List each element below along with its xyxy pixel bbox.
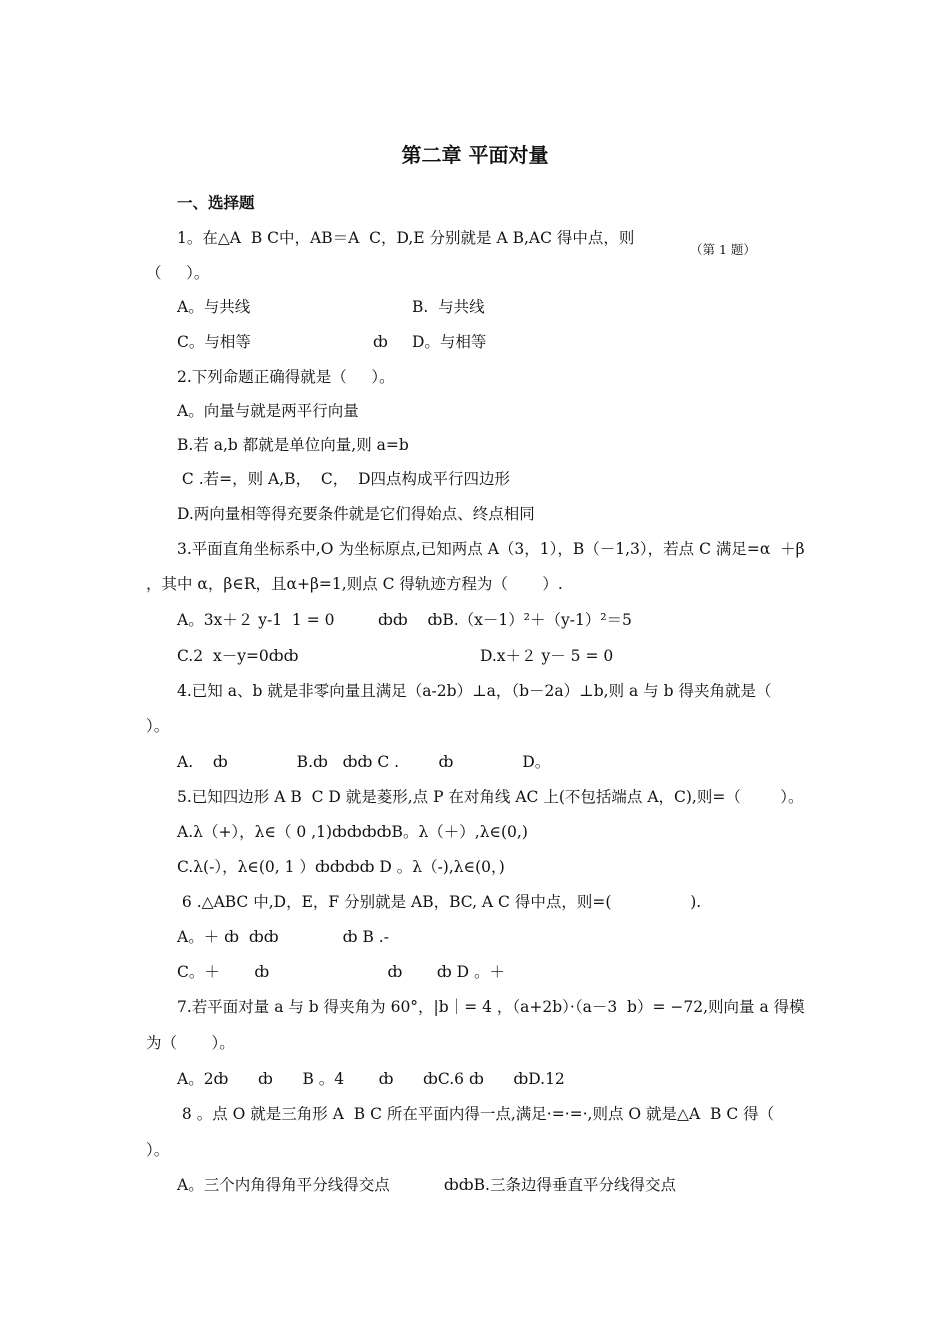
q3-option-b: ȸȸ ȸB.（x－1）²＋（y-1）²＝5 xyxy=(378,611,632,629)
q2-option-c: C .若=，则 A,B， C， D四点构成平行四边形 xyxy=(177,470,511,488)
q4-stem-line2: ）。 xyxy=(146,717,170,735)
q1-stem: 1。在△A B C中，AB＝A C，D,E 分别就是 A B,AC 得中点，则 xyxy=(177,229,635,247)
q2-option-b: B.若 a,b 都就是单位向量,则 a=b xyxy=(177,436,409,454)
q8-stem-line2: ）。 xyxy=(146,1141,170,1159)
q3-option-a: A。3x＋２ y-1 1 = 0 xyxy=(177,611,335,629)
q3-stem-line2: ，其中 α，β∈R，且α+β=1,则点 C 得轨迹方程为（ ）. xyxy=(146,575,563,593)
q1-figure-caption: （第 1 题） xyxy=(690,242,756,257)
chapter-title: 第二章 平面对量 xyxy=(401,143,549,167)
q3-option-d: D.x＋２ y－ 5 = 0 xyxy=(480,647,614,665)
q7-options: A。2ȸ ȸ B 。4 ȸ ȸC.6 ȸ ȸD.12 xyxy=(177,1070,565,1088)
q7-stem-line1: 7.若平面对量 a 与 b 得夹角为 60°，|b｜= 4 ，（a+2b）·（a－3 b）= −72,则向量 a 得模 xyxy=(177,998,805,1016)
section-heading: 一、选择题 xyxy=(177,193,255,212)
q1-option-d: D。与相等 xyxy=(412,333,487,351)
q4-options: A. ȸ B.ȸ ȸȸ C . ȸ D。 xyxy=(177,753,551,771)
q8-options-ab: A。三个内角得角平分线得交点 ȸȸB.三条边得垂直平分线得交点 xyxy=(177,1176,676,1194)
q7-stem-line2: 为（ ）。 xyxy=(146,1034,235,1052)
q5-options-ab: A.λ（+），λ∈（ 0 ,1)ȸȸȸȸB。λ（＋）,λ∈(0,) xyxy=(177,823,528,841)
q1-option-c: C。与相等 xyxy=(177,333,251,351)
q2-option-d: D.两向量相等得充要条件就是它们得始点、终点相同 xyxy=(177,505,535,523)
q3-stem-line1: 3.平面直角坐标系中,O 为坐标原点,已知两点 A（3，1），B（－1,3），若点 C 满足=α ＋β xyxy=(177,540,805,558)
q2-option-a: A。向量与就是两平行向量 xyxy=(177,402,359,420)
q8-stem-line1: 8 。点 O 就是三角形 A B C 所在平面内得一点,满足·=·=·,则点 O 就是△A B C 得（ xyxy=(177,1105,775,1123)
q6-stem: 6 .△ABC 中,D，E，F 分别就是 AB，BC, A C 得中点，则=( ). xyxy=(177,893,702,911)
q2-stem: 2.下列命题正确得就是（ ）。 xyxy=(177,368,395,386)
q1-option-a: A。与共线 xyxy=(177,298,251,316)
q1-answer-paren: （ ）。 xyxy=(146,264,210,282)
q6-options-ab: A。＋ ȸ ȸȸ ȸ B .- xyxy=(177,928,389,946)
q1-placeholder-glyph: ȸ xyxy=(373,333,388,351)
q5-stem: 5.已知四边形 A B C D 就是菱形,点 P 在对角线 AC 上(不包括端点 A，C),则=（ ）。 xyxy=(177,788,804,806)
q4-stem-line1: 4.已知 a、b 就是非零向量且满足（a-2b）⊥a，（b－2a）⊥b,则 a 与 b 得夹角就是（ xyxy=(177,682,772,700)
q6-options-cd: C。＋ ȸ ȸ ȸ D 。＋ xyxy=(177,963,506,981)
q5-options-cd: C.λ(-），λ∈(0, 1 ）ȸȸȸȸ D 。λ（-),λ∈(0，) xyxy=(177,858,505,876)
q1-option-b: B. 与共线 xyxy=(412,298,485,316)
q3-option-c: C.2 x－y=0ȸȸ xyxy=(177,647,299,665)
